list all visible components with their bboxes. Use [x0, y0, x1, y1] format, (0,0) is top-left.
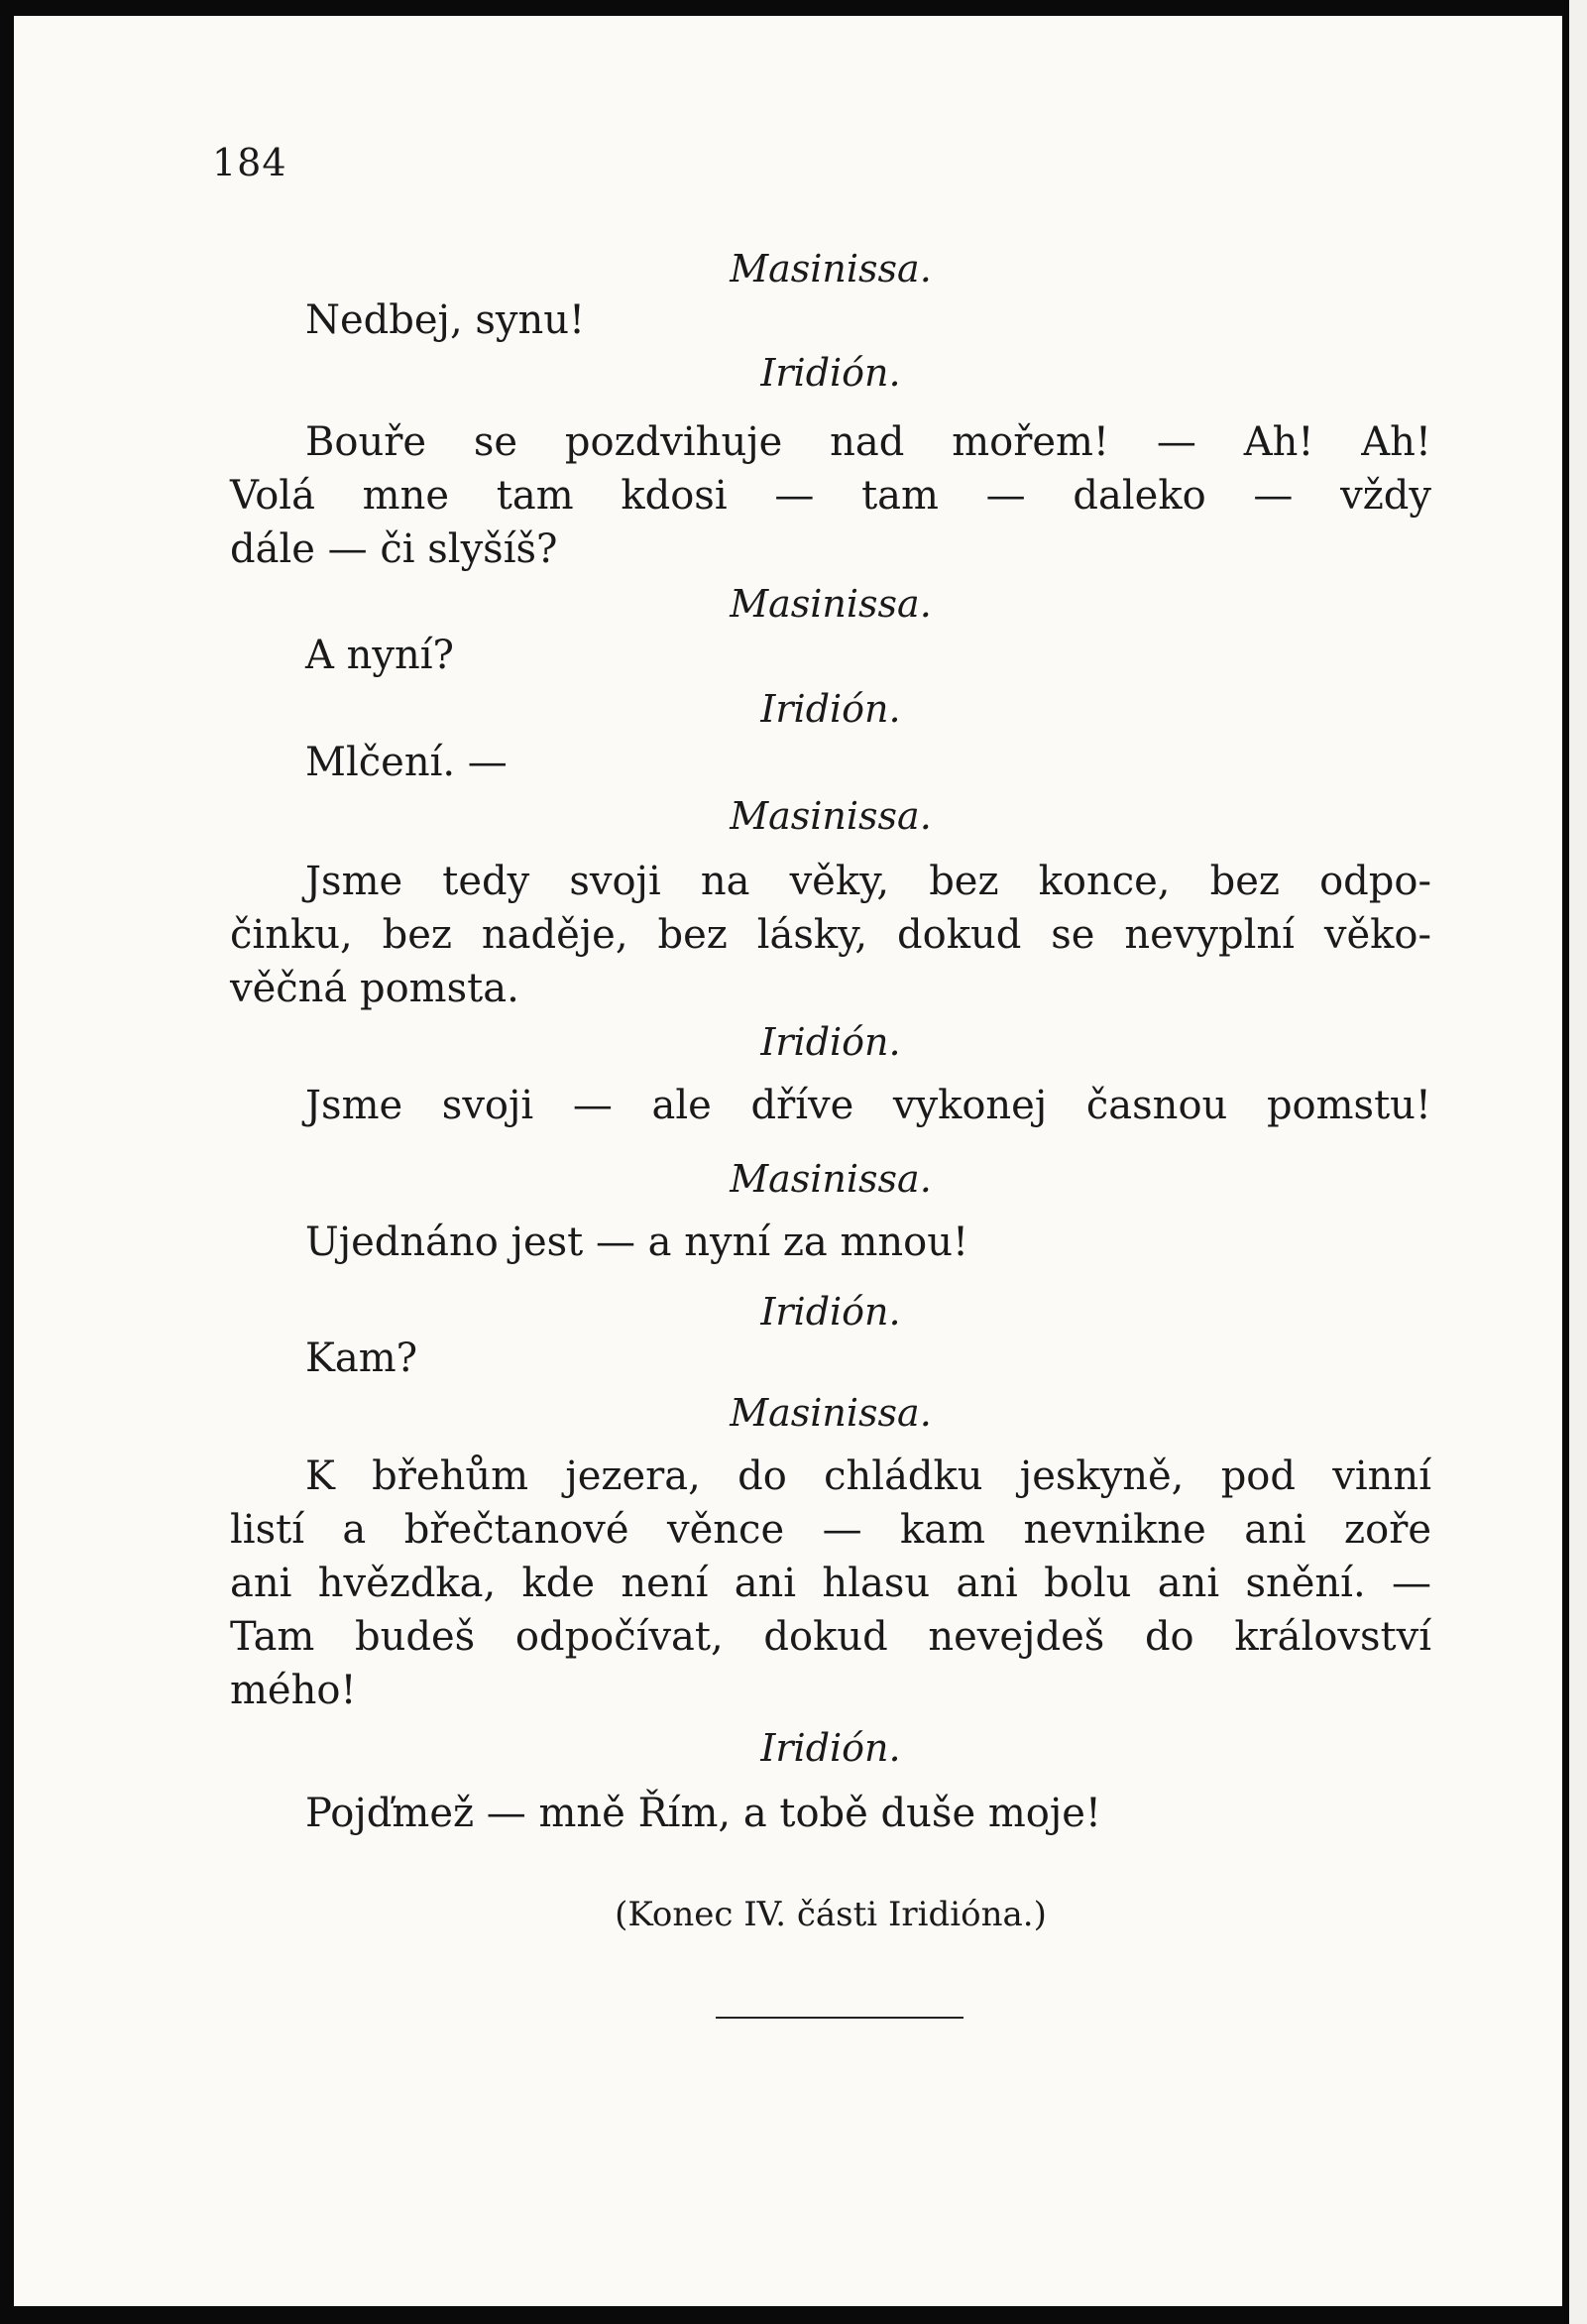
- speaker-label: Masinissa.: [730, 794, 932, 838]
- speaker-label: Masinissa.: [730, 247, 932, 290]
- dialogue-line: listí a břečtanové věnce — kam nevnikne ani zoře: [230, 1507, 1431, 1553]
- dialogue-line: A nyní?: [305, 633, 454, 678]
- dialogue-line: Ujednáno jest — a nyní za mnou!: [305, 1220, 969, 1265]
- dialogue-line: Kam?: [305, 1336, 418, 1381]
- dialogue-line: věčná pomsta.: [230, 966, 519, 1011]
- speaker-label: Iridión.: [760, 351, 901, 395]
- dialogue-line: Nedbej, synu!: [305, 297, 586, 343]
- ending-note: (Konec IV. části Iridióna.): [615, 1895, 1047, 1934]
- book-page: [14, 16, 1562, 2306]
- dialogue-line: Volá mne tam kdosi — tam — daleko — vždy: [230, 473, 1431, 519]
- end-rule: [716, 2017, 964, 2019]
- dialogue-line: Bouře se pozdvihuje nad mořem! — Ah! Ah!: [305, 419, 1431, 465]
- dialogue-line: mého!: [230, 1668, 357, 1713]
- page-number: 184: [212, 141, 287, 184]
- speaker-label: Masinissa.: [730, 582, 932, 626]
- speaker-label: Iridión.: [760, 687, 901, 731]
- dialogue-line: K břehům jezera, do chládku jeskyně, pod vinní: [305, 1453, 1431, 1499]
- speaker-label: Iridión.: [760, 1020, 901, 1064]
- dialogue-line: Mlčení. —: [305, 740, 508, 785]
- dialogue-line: Jsme tedy svoji na věky, bez konce, bez odpo-: [305, 859, 1431, 904]
- speaker-label: Iridión.: [760, 1290, 901, 1334]
- dialogue-line: dále — či slyšíš?: [230, 526, 558, 572]
- dialogue-line: činku, bez naděje, bez lásky, dokud se nevyplní věko-: [230, 912, 1431, 958]
- speaker-label: Masinissa.: [730, 1157, 932, 1201]
- dialogue-line: Tam budeš odpočívat, dokud nevejdeš do království: [230, 1614, 1431, 1660]
- dialogue-line: ani hvězdka, kde není ani hlasu ani bolu ani snění. —: [230, 1561, 1431, 1606]
- dialogue-line: Jsme svoji — ale dříve vykonej časnou pomstu!: [305, 1083, 1431, 1128]
- dialogue-line: Pojďmež — mně Řím, a tobě duše moje!: [305, 1791, 1101, 1836]
- speaker-label: Iridión.: [760, 1726, 901, 1770]
- adjacent-page-edge: [1569, 0, 1587, 2324]
- speaker-label: Masinissa.: [730, 1391, 932, 1435]
